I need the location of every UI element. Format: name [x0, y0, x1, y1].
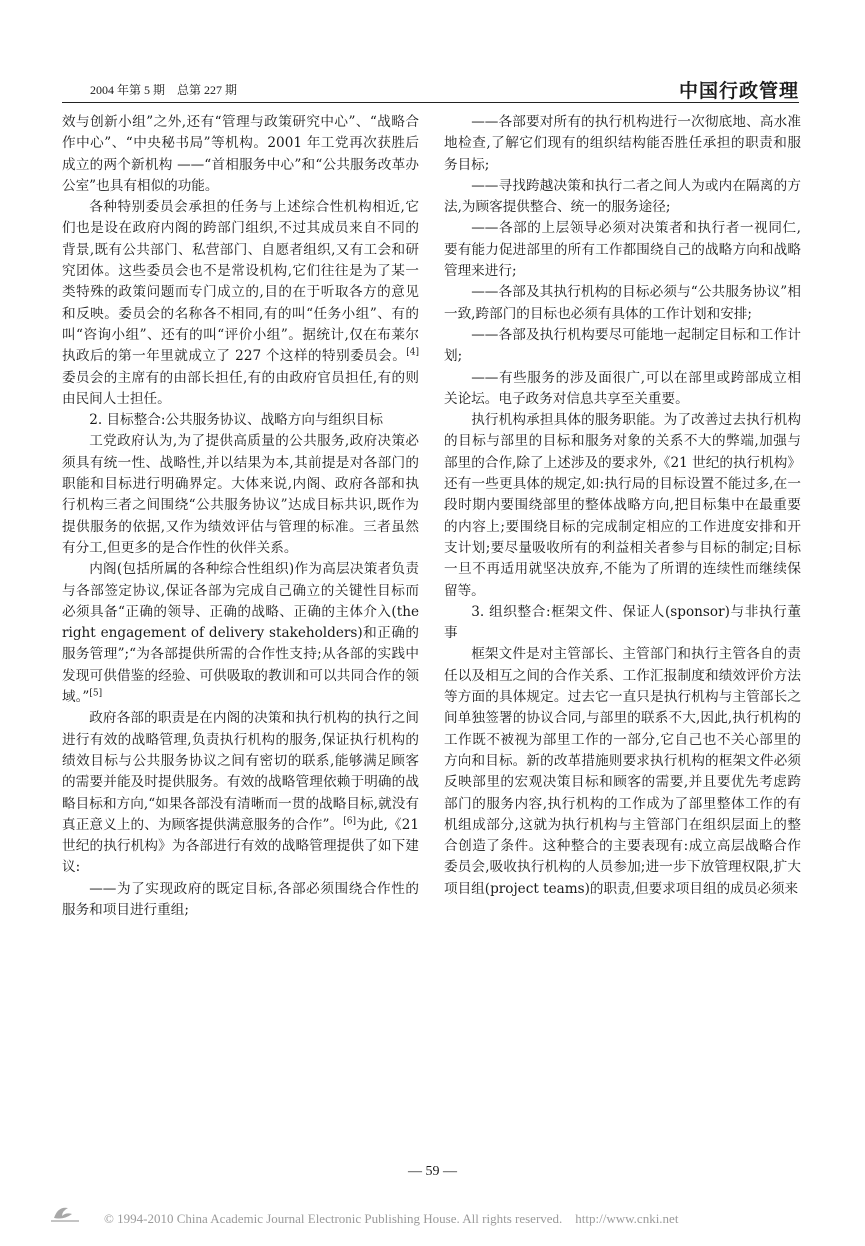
- right-column: [444, 112, 801, 900]
- cnki-logo-icon: [48, 1202, 82, 1224]
- paragraph-text: 内阁(包括所属的各种综合性组织)作为高层决策者负责与各部签定协议,保证各部为完成自己确立的关键性目标而必须具备“正确的领导、正确的战略、正确的主体介入(the right engagement of delivery stakeholders)和正确的服务管理”;“为各部提供所需的合作性支持;从各部的实践中发现可供借鉴的经验、可供吸取的教训和可以共同合作的领域。”: [62, 561, 419, 706]
- paragraph: 框架文件是对主管部长、主管部门和执行主管各自的责任以及相互之间的合作关系、工作汇报制度和绩效评价方法等方面的具体规定。过去它一直只是执行机构与主管部长之间单独签署的协议合同,与部里的联系不大,因此,执行机构的工作既不被视为部里工作的一部分,它自己也不关心部里的方向和目标。新的改革措施则要求执行机构的框架文件必须反映部里的宏观决策目标和顾客的需要,并且要优先考虑跨部门的服务内容,执行机构的工作成为了部里整体工作的有机组成部分,这就为执行机构与主管部门在组织层面上的整合创造了条件。这种整合的主要表现有:成立高层战略合作委员会,吸收执行机构的人员参加;进一步下放管理权限,扩大项目组(project teams)的职责,但要求项目组的成员必须来: [444, 646, 801, 897]
- paragraph: 执行机构承担具体的服务职能。为了改善过去执行机构的目标与部里的目标和服务对象的关系不大的弊端,加强与部里的合作,除了上述涉及的要求外,《21 世纪的执行机构》还有一些更具体的规定,如:执行局的目标设置不能过多,在一段时期内要围绕部里的整体战略方向,把目标集中在最重要的内容上;要围绕目标的完成制定相应的工作进度安排和开支计划;要尽量吸收所有的利益相关者参与目标的制定;目标一旦不再适用就坚决放弃,不能为了所谓的连续性而继续保留等。: [444, 412, 801, 599]
- issue-info: 2004 年第 5 期 总第 227 期: [90, 83, 238, 97]
- section-heading: 3. 组织整合:框架文件、保证人(sponsor)与非执行董事: [444, 603, 801, 642]
- bullet-item: ——各部要对所有的执行机构进行一次彻底地、高水准地检查,了解它们现有的组织结构能否胜任承担的职责和服务目标;: [444, 114, 801, 173]
- page-footer: [48, 1200, 825, 1230]
- paragraph-text: 委员会的主席有的由部长担任,有的由政府官员担任,有的则由民间人士担任。: [62, 369, 419, 407]
- citation-ref: [6]: [343, 816, 357, 827]
- citation-ref: [5]: [89, 688, 103, 699]
- left-column: [62, 112, 419, 921]
- copyright-notice: © 1994-2010 China Academic Journal Electronic Publishing House. All rights reserved. http://www.cnki.net: [104, 1211, 679, 1226]
- bullet-item: ——各部的上层领导必须对决策者和执行者一视同仁,要有能力促进部里的所有工作都围绕自己的战略方向和战略管理来进行;: [444, 220, 801, 280]
- running-header: [62, 76, 799, 103]
- paragraph: 工党政府认为,为了提供高质量的公共服务,政府决策必须具有统一性、战略性,并以结果为本,其前提是对各部门的职能和目标进行明确界定。大体来说,内阁、政府各部和执行机构三者之间围绕“公共服务协议”达成目标共识,既作为提供服务的依据,又作为绩效评估与管理的标准。三者虽然有分工,但更多的是合作性的伙伴关系。: [62, 433, 419, 556]
- page-number: — 59 —: [408, 1164, 457, 1179]
- paragraph-text: 为此,《21 世纪的执行机构》为各部进行有效的战略管理提供了如下建议:: [62, 816, 419, 876]
- bullet-item: ——各部及其执行机构的目标必须与“公共服务协议”相一致,跨部门的目标也必须有具体的工作计划和安排;: [444, 284, 801, 322]
- paragraph-text: 政府各部的职责是在内阁的决策和执行机构的执行之间进行有效的战略管理,负责执行机构的服务,保证执行机构的绩效目标与公共服务协议之间有密切的联系,能够满足顾客的需要并能及时提供服务。有效的战略管理依赖于明确的战略目标和方向,“如果各部没有清晰而一贯的战略目标,就没有真正意义上的、为顾客提供满意服务的合作”。: [62, 710, 419, 833]
- paragraph-cabinet: [62, 559, 419, 708]
- bullet-item: ——各部及执行机构要尽可能地一起制定目标和工作计划;: [444, 326, 801, 365]
- bullet-item: ——为了实现政府的既定目标,各部必须围绕合作性的服务和项目进行重组;: [62, 880, 419, 918]
- paragraph-continued: 效与创新小组”之外,还有“管理与政策研究中心”、“战略合作中心”、“中央秘书局”等机构。2001 年工党再次获胜后成立的两个新机构 ——“首相服务中心”和“公共服务改革办公室”也具有相似的功能。: [62, 114, 419, 194]
- citation-ref: [4]: [406, 347, 419, 358]
- bullet-item: ——有些服务的涉及面很广,可以在部里或跨部成立相关论坛。电子政务对信息共享至关重要。: [444, 369, 801, 407]
- bullet-item: ——寻找跨越决策和执行二者之间人为或内在隔离的方法,为顾客提供整合、统一的服务途径;: [444, 177, 801, 216]
- paragraph-committees: [62, 197, 419, 410]
- journal-title: 中国行政管理: [678, 80, 799, 102]
- paragraph-text: 各种特别委员会承担的任务与上述综合性机构相近,它们也是设在政府内阁的跨部门组织,不过其成员来自不同的背景,既有公共部门、私营部门、自愿者组织,又有工会和研究团体。这些委员会也不是常设机构,它们往往是为了某一类特殊的政策问题而专门成立的,目的在于听取各方的意见和反映。委员会的名称各不相同,有的叫“任务小组”、有的叫“咨询小组”、还有的叫“评价小组”。据统计,仅在布莱尔执政后的第一年里就成立了 227 个这样的特别委员会。: [62, 199, 419, 365]
- section-heading: 2. 目标整合:公共服务协议、战略方向与组织目标: [89, 412, 383, 429]
- paragraph-departments: [62, 708, 419, 878]
